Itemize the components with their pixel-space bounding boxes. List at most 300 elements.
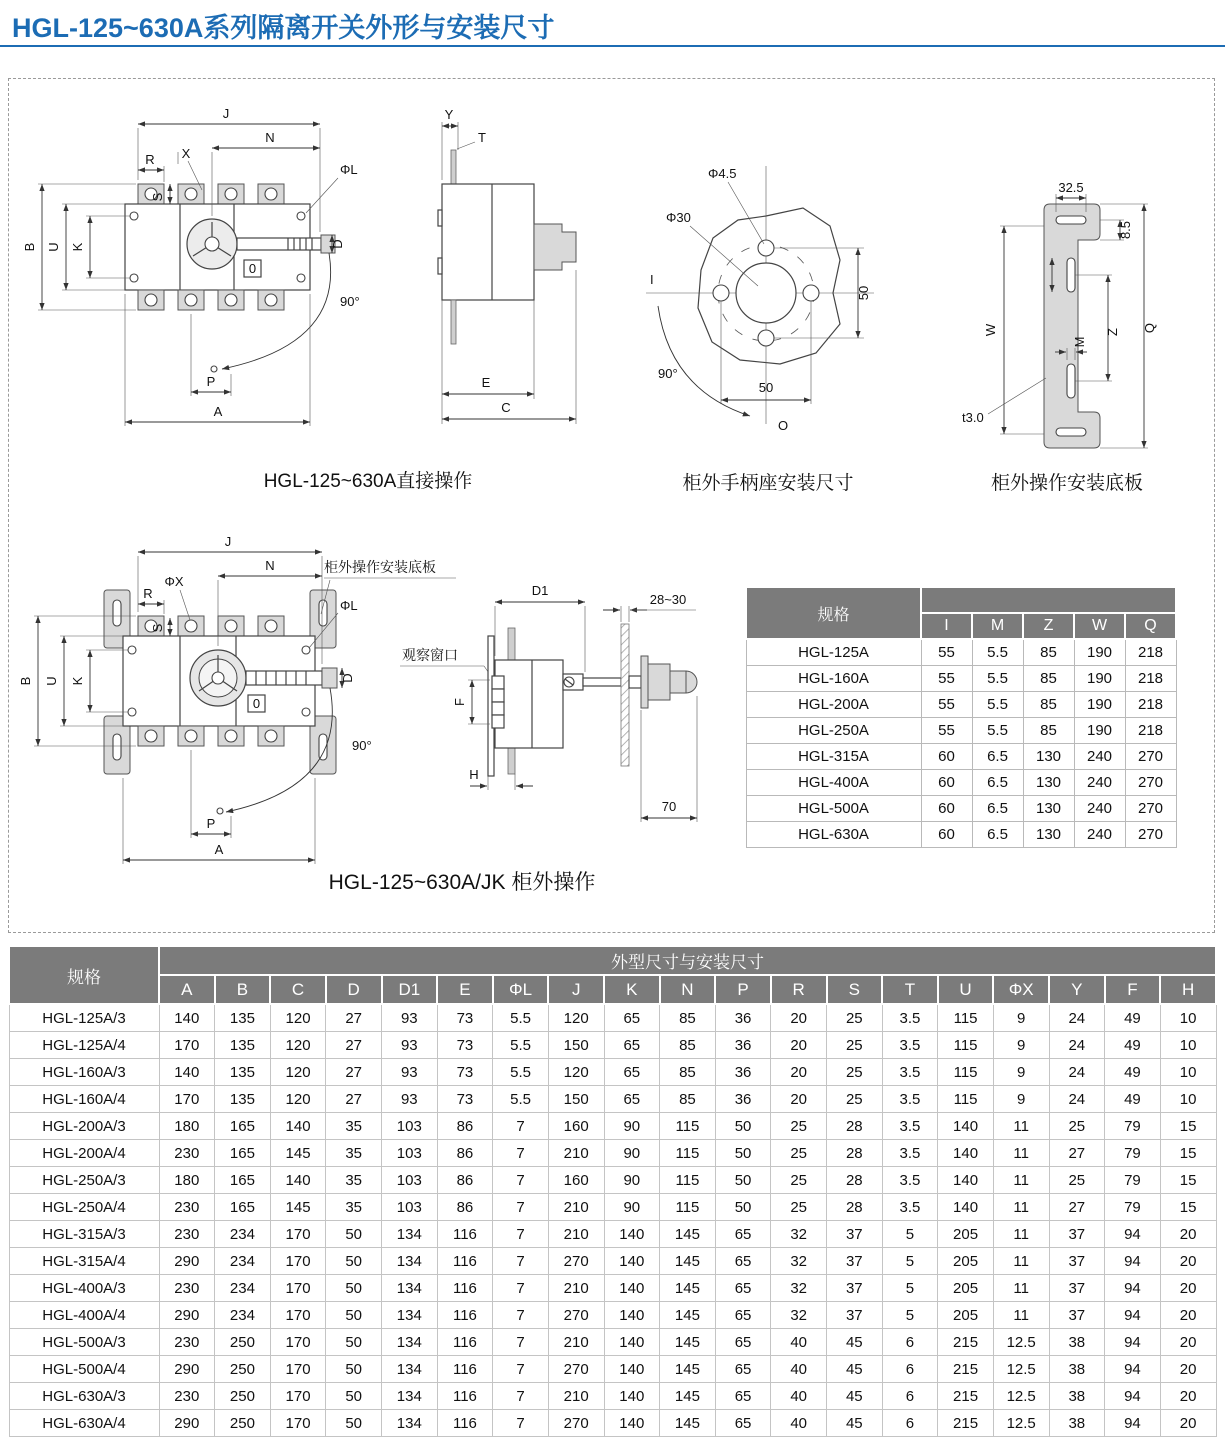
value-cell: 20: [1160, 1356, 1216, 1383]
value-cell: 25: [827, 1004, 883, 1032]
spec-cell: HGL-250A: [746, 718, 921, 744]
value-cell: 40: [771, 1410, 827, 1437]
spec-cell: HGL-315A/3: [9, 1221, 159, 1248]
value-cell: 35: [326, 1167, 382, 1194]
value-cell: 11: [993, 1140, 1049, 1167]
value-cell: 145: [660, 1383, 716, 1410]
group-header-blank: [921, 587, 1176, 613]
value-cell: 93: [382, 1086, 438, 1113]
value-cell: 215: [938, 1383, 994, 1410]
value-cell: 27: [326, 1086, 382, 1113]
value-cell: 15: [1160, 1167, 1216, 1194]
dim-label-A: A: [213, 404, 223, 419]
window-label: 观察窗口: [402, 647, 458, 663]
value-cell: 270: [548, 1410, 604, 1437]
value-cell: 6: [882, 1329, 938, 1356]
column-header: Z: [1023, 613, 1074, 639]
spec-cell: HGL-400A: [746, 770, 921, 796]
value-cell: 7: [493, 1329, 549, 1356]
value-cell: 140: [604, 1329, 660, 1356]
value-cell: 5.5: [972, 692, 1023, 718]
value-cell: 65: [604, 1059, 660, 1086]
value-cell: 145: [660, 1275, 716, 1302]
caption-mounting-plate: 柜外操作安装底板: [990, 473, 1143, 494]
value-cell: 65: [715, 1383, 771, 1410]
value-cell: 94: [1105, 1329, 1161, 1356]
table-row: [9, 1194, 1216, 1221]
value-cell: 65: [604, 1004, 660, 1032]
value-cell: 290: [159, 1248, 215, 1275]
value-cell: 50: [326, 1221, 382, 1248]
value-cell: 230: [159, 1275, 215, 1302]
value-cell: 65: [715, 1221, 771, 1248]
value-cell: 79: [1105, 1194, 1161, 1221]
value-cell: 210: [548, 1383, 604, 1410]
value-cell: 28: [827, 1140, 883, 1167]
value-cell: 7: [493, 1113, 549, 1140]
value-cell: 32: [771, 1275, 827, 1302]
value-cell: 94: [1105, 1221, 1161, 1248]
value-cell: 65: [715, 1248, 771, 1275]
value-cell: 27: [326, 1032, 382, 1059]
indicator-label: 0: [248, 261, 257, 276]
value-cell: 210: [548, 1275, 604, 1302]
dim-label-phiL: ΦL: [340, 162, 358, 177]
value-cell: 6: [882, 1410, 938, 1437]
value-cell: 25: [827, 1059, 883, 1086]
plate-dimensions-table: [745, 586, 1177, 848]
value-cell: 35: [326, 1140, 382, 1167]
column-header: ΦX: [993, 975, 1049, 1004]
dim-label-t: t3.0: [962, 410, 984, 425]
value-cell: 190: [1074, 692, 1125, 718]
value-cell: 25: [1049, 1167, 1105, 1194]
value-cell: 12.5: [993, 1329, 1049, 1356]
value-cell: 116: [437, 1275, 493, 1302]
dim-label-Z: Z: [1105, 328, 1120, 336]
value-cell: 11: [993, 1194, 1049, 1221]
value-cell: 290: [159, 1410, 215, 1437]
value-cell: 140: [270, 1113, 326, 1140]
value-cell: 115: [938, 1032, 994, 1059]
value-cell: 5.5: [493, 1059, 549, 1086]
value-cell: 65: [604, 1032, 660, 1059]
value-cell: 270: [1125, 770, 1176, 796]
value-cell: 160: [548, 1167, 604, 1194]
column-header: F: [1105, 975, 1161, 1004]
value-cell: 20: [771, 1004, 827, 1032]
value-cell: 27: [1049, 1140, 1105, 1167]
value-cell: 28: [827, 1194, 883, 1221]
dim-label-M: M: [1072, 336, 1087, 348]
value-cell: 130: [1023, 770, 1074, 796]
value-cell: 170: [270, 1410, 326, 1437]
dim-label-S: S: [150, 623, 165, 633]
table-row: [9, 1140, 1216, 1167]
value-cell: 3.5: [882, 1113, 938, 1140]
value-cell: 85: [1023, 718, 1074, 744]
value-cell: 230: [159, 1221, 215, 1248]
value-cell: 79: [1105, 1167, 1161, 1194]
body-side: [442, 184, 534, 300]
value-cell: 90: [604, 1167, 660, 1194]
value-cell: 120: [270, 1004, 326, 1032]
value-cell: 65: [604, 1086, 660, 1113]
value-cell: 73: [437, 1059, 493, 1086]
value-cell: 135: [215, 1032, 271, 1059]
value-cell: 20: [1160, 1221, 1216, 1248]
value-cell: 140: [604, 1275, 660, 1302]
value-cell: 130: [1023, 796, 1074, 822]
value-cell: 250: [215, 1329, 271, 1356]
value-cell: 49: [1105, 1004, 1161, 1032]
value-cell: 120: [270, 1032, 326, 1059]
indicator-label: 0: [252, 696, 261, 711]
value-cell: 79: [1105, 1140, 1161, 1167]
value-cell: 94: [1105, 1302, 1161, 1329]
value-cell: 50: [326, 1383, 382, 1410]
value-cell: 210: [548, 1221, 604, 1248]
table-row: [746, 744, 1176, 770]
dim-label-Y: Y: [444, 107, 454, 122]
table-row: [746, 692, 1176, 718]
value-cell: 190: [1074, 718, 1125, 744]
value-cell: 36: [715, 1004, 771, 1032]
value-cell: 205: [938, 1221, 994, 1248]
value-cell: 6.5: [972, 796, 1023, 822]
value-cell: 115: [938, 1004, 994, 1032]
value-cell: 6.5: [972, 770, 1023, 796]
value-cell: 50: [326, 1248, 382, 1275]
value-cell: 45: [827, 1356, 883, 1383]
value-cell: 115: [938, 1086, 994, 1113]
value-cell: 5.5: [972, 666, 1023, 692]
value-cell: 60: [921, 770, 972, 796]
value-cell: 9: [993, 1004, 1049, 1032]
dim-label-B: B: [18, 676, 33, 686]
value-cell: 7: [493, 1194, 549, 1221]
value-cell: 130: [1023, 822, 1074, 848]
value-cell: 93: [382, 1059, 438, 1086]
value-cell: 218: [1125, 639, 1176, 666]
value-cell: 165: [215, 1194, 271, 1221]
value-cell: 10: [1160, 1059, 1216, 1086]
value-cell: 90: [604, 1194, 660, 1221]
dim-label-325: 32.5: [1058, 180, 1084, 195]
value-cell: 20: [771, 1059, 827, 1086]
value-cell: 240: [1074, 770, 1125, 796]
terminal-tabs-bottom: [138, 290, 284, 310]
value-cell: 11: [993, 1275, 1049, 1302]
value-cell: 65: [715, 1410, 771, 1437]
table-body: [746, 639, 1176, 848]
value-cell: 290: [159, 1302, 215, 1329]
table-row: [9, 1329, 1216, 1356]
value-cell: 20: [771, 1086, 827, 1113]
value-cell: 20: [1160, 1410, 1216, 1437]
value-cell: 37: [827, 1248, 883, 1275]
value-cell: 50: [326, 1329, 382, 1356]
table-header: [9, 946, 1216, 1004]
value-cell: 10: [1160, 1086, 1216, 1113]
value-cell: 7: [493, 1410, 549, 1437]
value-cell: 85: [660, 1004, 716, 1032]
value-cell: 20: [1160, 1329, 1216, 1356]
plate-outline: [1044, 204, 1100, 448]
dim-label-R: R: [143, 586, 153, 601]
column-header: R: [771, 975, 827, 1004]
table-row: [9, 1113, 1216, 1140]
value-cell: 25: [771, 1113, 827, 1140]
value-cell: 37: [1049, 1221, 1105, 1248]
value-cell: 73: [437, 1032, 493, 1059]
column-header: C: [270, 975, 326, 1004]
value-cell: 24: [1049, 1086, 1105, 1113]
dim-label-S: S: [150, 192, 165, 202]
value-cell: 24: [1049, 1059, 1105, 1086]
value-cell: 11: [993, 1167, 1049, 1194]
value-cell: 50: [326, 1275, 382, 1302]
diagram-mounting-plate: [948, 182, 1208, 472]
value-cell: 134: [382, 1329, 438, 1356]
value-cell: 210: [548, 1194, 604, 1221]
value-cell: 234: [215, 1221, 271, 1248]
value-cell: 210: [548, 1140, 604, 1167]
value-cell: 3.5: [882, 1167, 938, 1194]
value-cell: 37: [827, 1302, 883, 1329]
value-cell: 170: [270, 1356, 326, 1383]
dim-label-K: K: [70, 242, 85, 252]
value-cell: 103: [382, 1113, 438, 1140]
value-cell: 134: [382, 1383, 438, 1410]
value-cell: 270: [548, 1356, 604, 1383]
value-cell: 5.5: [493, 1086, 549, 1113]
value-cell: 90: [604, 1140, 660, 1167]
value-cell: 12.5: [993, 1410, 1049, 1437]
column-header: W: [1074, 613, 1125, 639]
value-cell: 7: [493, 1167, 549, 1194]
value-cell: 94: [1105, 1410, 1161, 1437]
dim-label-panel: 28~30: [649, 592, 687, 607]
value-cell: 94: [1105, 1248, 1161, 1275]
value-cell: 12.5: [993, 1356, 1049, 1383]
value-cell: 5: [882, 1221, 938, 1248]
dim-label-E: E: [481, 375, 491, 390]
table-row: [9, 1167, 1216, 1194]
column-header: J: [548, 975, 604, 1004]
value-cell: 28: [827, 1113, 883, 1140]
dim-label-U: U: [46, 242, 61, 252]
table-row: [746, 822, 1176, 848]
table-row: [746, 796, 1176, 822]
dim-label-B: B: [22, 242, 37, 252]
value-cell: 170: [159, 1086, 215, 1113]
table-row: [746, 666, 1176, 692]
dim-label-X: X: [181, 146, 191, 161]
value-cell: 9: [993, 1032, 1049, 1059]
spec-cell: HGL-500A/4: [9, 1356, 159, 1383]
dim-label-85: 8.5: [1118, 220, 1133, 240]
value-cell: 9: [993, 1059, 1049, 1086]
value-cell: 32: [771, 1302, 827, 1329]
dim-label-h50: 50: [758, 380, 774, 395]
column-header: Y: [1049, 975, 1105, 1004]
dim-label-T: T: [478, 130, 486, 145]
value-cell: 140: [270, 1167, 326, 1194]
value-cell: 134: [382, 1410, 438, 1437]
value-cell: 94: [1105, 1275, 1161, 1302]
value-cell: 218: [1125, 666, 1176, 692]
caption-handle-seat: 柜外手柄座安装尺寸: [682, 473, 854, 494]
extension-shaft: [583, 678, 621, 686]
value-cell: 32: [771, 1248, 827, 1275]
value-cell: 240: [1074, 744, 1125, 770]
value-cell: 5.5: [493, 1004, 549, 1032]
spec-cell: HGL-125A/3: [9, 1004, 159, 1032]
dim-label-N: N: [265, 558, 275, 573]
axis-label-I: I: [650, 272, 654, 287]
dim-label-P: P: [206, 816, 216, 831]
value-cell: 170: [270, 1302, 326, 1329]
table-row: [9, 1059, 1216, 1086]
value-cell: 134: [382, 1302, 438, 1329]
value-cell: 20: [1160, 1383, 1216, 1410]
dim-label-v50: 50: [856, 285, 871, 301]
dim-label-phi30: Φ30: [666, 210, 691, 225]
dim-label-D: D: [330, 239, 345, 249]
diagram-handle-seat: [618, 128, 918, 458]
value-cell: 60: [921, 822, 972, 848]
column-header: B: [215, 975, 271, 1004]
value-cell: 20: [771, 1032, 827, 1059]
table-row: [9, 1356, 1216, 1383]
value-cell: 140: [604, 1221, 660, 1248]
value-cell: 230: [159, 1329, 215, 1356]
spec-column-header: 规格: [9, 946, 159, 1004]
value-cell: 36: [715, 1086, 771, 1113]
value-cell: 38: [1049, 1383, 1105, 1410]
value-cell: 270: [548, 1248, 604, 1275]
value-cell: 140: [604, 1302, 660, 1329]
value-cell: 145: [270, 1140, 326, 1167]
value-cell: 103: [382, 1194, 438, 1221]
value-cell: 85: [1023, 692, 1074, 718]
side-protrusion: [534, 224, 576, 270]
value-cell: 140: [159, 1004, 215, 1032]
value-cell: 134: [382, 1275, 438, 1302]
value-cell: 60: [921, 744, 972, 770]
column-header: U: [938, 975, 994, 1004]
value-cell: 49: [1105, 1059, 1161, 1086]
column-header: N: [660, 975, 716, 1004]
value-cell: 35: [326, 1194, 382, 1221]
table-row: [9, 1410, 1216, 1437]
table-row: [9, 1004, 1216, 1032]
value-cell: 134: [382, 1356, 438, 1383]
value-cell: 5.5: [972, 639, 1023, 666]
value-cell: 49: [1105, 1086, 1161, 1113]
dimensions-table: [8, 945, 1217, 1437]
dim-label-R: R: [145, 152, 155, 167]
value-cell: 36: [715, 1032, 771, 1059]
value-cell: 25: [771, 1194, 827, 1221]
value-cell: 45: [827, 1329, 883, 1356]
value-cell: 15: [1160, 1140, 1216, 1167]
value-cell: 115: [660, 1113, 716, 1140]
spec-cell: HGL-315A: [746, 744, 921, 770]
value-cell: 36: [715, 1059, 771, 1086]
value-cell: 38: [1049, 1356, 1105, 1383]
value-cell: 205: [938, 1302, 994, 1329]
dim-label-angle: 90°: [352, 738, 372, 753]
value-cell: 205: [938, 1275, 994, 1302]
dim-label-phi45: Φ4.5: [708, 166, 737, 181]
value-cell: 120: [548, 1059, 604, 1086]
value-cell: 240: [1074, 822, 1125, 848]
column-header: E: [437, 975, 493, 1004]
value-cell: 140: [159, 1059, 215, 1086]
spec-cell: HGL-200A/4: [9, 1140, 159, 1167]
value-cell: 85: [660, 1032, 716, 1059]
value-cell: 73: [437, 1086, 493, 1113]
value-cell: 115: [660, 1194, 716, 1221]
value-cell: 11: [993, 1113, 1049, 1140]
value-cell: 24: [1049, 1004, 1105, 1032]
value-cell: 270: [1125, 822, 1176, 848]
value-cell: 145: [660, 1329, 716, 1356]
value-cell: 37: [827, 1221, 883, 1248]
dim-label-A: A: [214, 842, 224, 857]
value-cell: 10: [1160, 1004, 1216, 1032]
value-cell: 230: [159, 1140, 215, 1167]
value-cell: 115: [660, 1167, 716, 1194]
value-cell: 140: [938, 1113, 994, 1140]
value-cell: 210: [548, 1329, 604, 1356]
table-row: [9, 1032, 1216, 1059]
diagram-direct-operation: [20, 92, 440, 462]
value-cell: 50: [715, 1167, 771, 1194]
value-cell: 37: [1049, 1248, 1105, 1275]
value-cell: 3.5: [882, 1004, 938, 1032]
value-cell: 25: [771, 1167, 827, 1194]
value-cell: 170: [270, 1329, 326, 1356]
value-cell: 11: [993, 1221, 1049, 1248]
value-cell: 165: [215, 1167, 271, 1194]
value-cell: 15: [1160, 1194, 1216, 1221]
value-cell: 140: [938, 1167, 994, 1194]
value-cell: 3.5: [882, 1194, 938, 1221]
value-cell: 165: [215, 1140, 271, 1167]
table-row: [9, 1275, 1216, 1302]
cabinet-panel: [621, 624, 629, 766]
value-cell: 27: [1049, 1194, 1105, 1221]
column-header: A: [159, 975, 215, 1004]
value-cell: 7: [493, 1302, 549, 1329]
table-row: [746, 718, 1176, 744]
dim-label-F: F: [452, 698, 467, 706]
table-header: [746, 587, 1176, 639]
value-cell: 6.5: [972, 822, 1023, 848]
value-cell: 6: [882, 1383, 938, 1410]
value-cell: 50: [326, 1302, 382, 1329]
value-cell: 160: [548, 1113, 604, 1140]
value-cell: 55: [921, 639, 972, 666]
table-row: [746, 639, 1176, 666]
column-header: T: [882, 975, 938, 1004]
value-cell: 25: [1049, 1113, 1105, 1140]
value-cell: 79: [1105, 1113, 1161, 1140]
value-cell: 103: [382, 1140, 438, 1167]
